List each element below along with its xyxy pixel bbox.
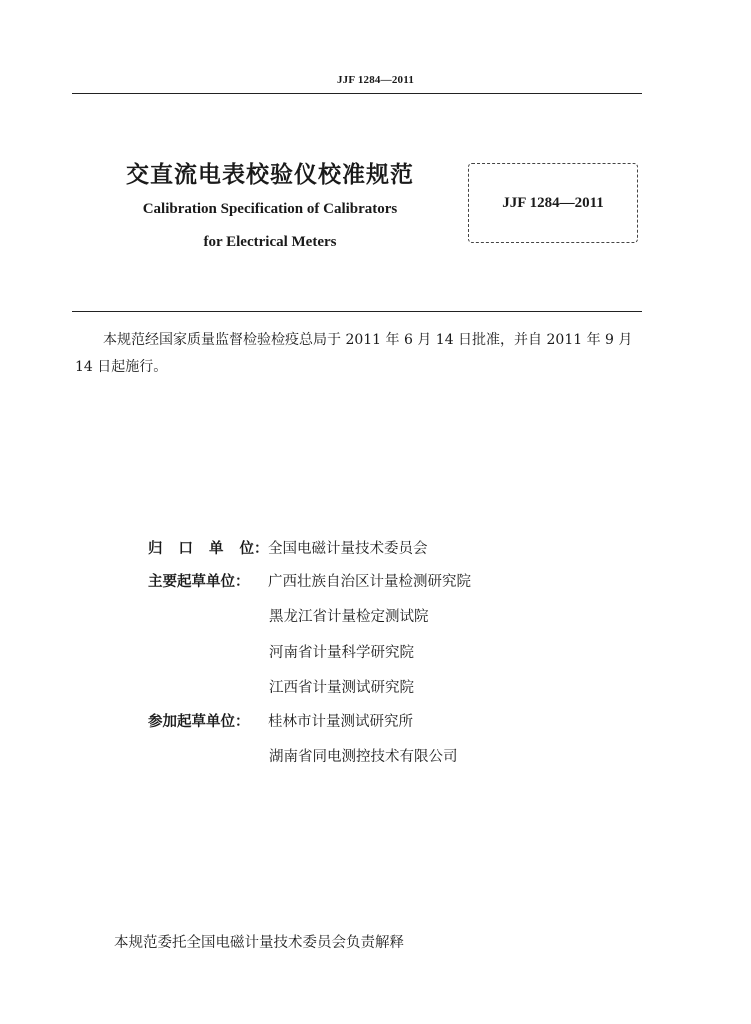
participating-drafter-unit: 桂林市计量测试研究所 xyxy=(268,714,413,730)
participating-drafter-label: 参加起草单位： xyxy=(148,714,250,730)
approval-statement: 本规范经国家质量监督检验检疫总局于 2011 年 6 月 14 日批准，并自 2011 年 9 月 14 日起施行。 xyxy=(75,332,633,375)
responsible-unit-label: 归 口 单 位 ： xyxy=(148,541,269,557)
standard-code-box xyxy=(468,163,638,243)
interpretation-note: 本规范委托全国电磁计量技术委员会负责解释 xyxy=(114,935,404,951)
main-drafter-unit: 黑龙江省计量检定测试院 xyxy=(269,609,429,625)
main-drafter-unit: 江西省计量测试研究院 xyxy=(269,680,414,696)
participating-drafter-row xyxy=(148,711,413,733)
standard-code-box-text: JJF 1284—2011 xyxy=(502,194,604,211)
title-english-line1: Calibration Specification of Calibrators xyxy=(142,201,398,217)
participating-drafter-unit: 湖南省同电测控技术有限公司 xyxy=(269,749,458,765)
main-drafter-label: 主要起草单位： xyxy=(148,574,250,590)
title-rule xyxy=(72,311,642,312)
header-standard-code: JJF 1284—2011 xyxy=(336,74,415,86)
title-chinese: 交直流电表校验仪校准规范 xyxy=(126,162,414,188)
main-drafter-unit: 广西壮族自治区计量检测研究院 xyxy=(268,574,471,590)
title-english-line2: for Electrical Meters xyxy=(203,234,337,250)
responsible-unit-value: 全国电磁计量技术委员会 xyxy=(268,541,428,557)
responsible-unit-row xyxy=(148,538,428,560)
main-drafter-row xyxy=(148,571,471,593)
main-drafter-unit: 河南省计量科学研究院 xyxy=(269,645,414,661)
header-rule xyxy=(72,93,642,94)
